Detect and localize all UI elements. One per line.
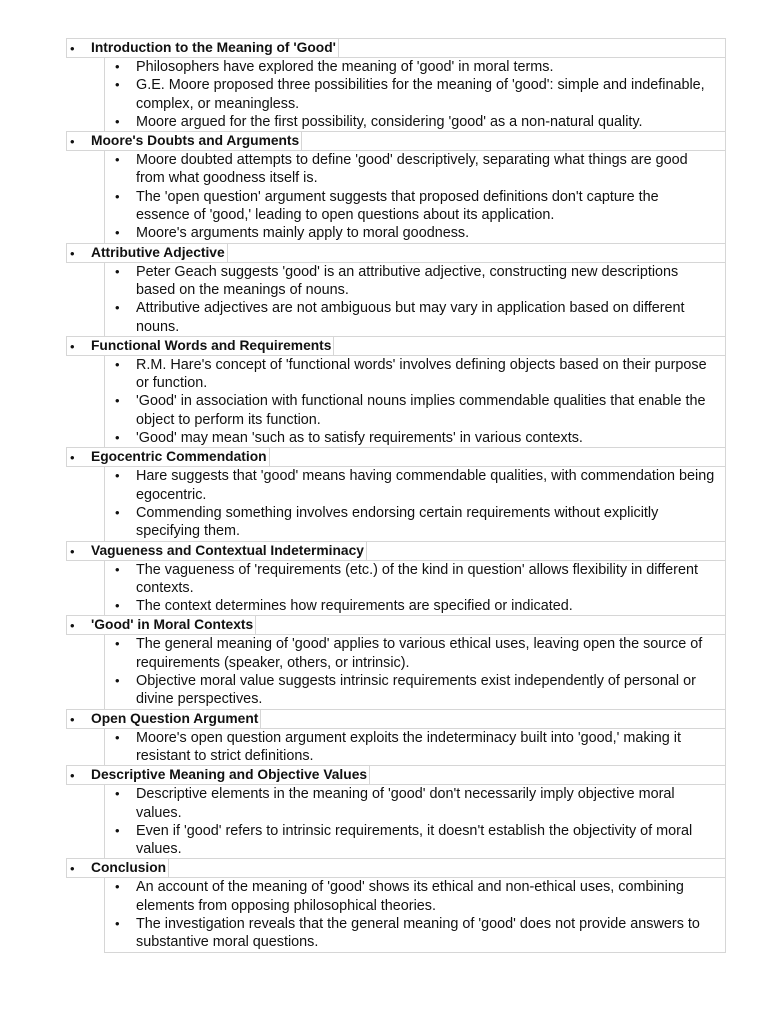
bullet-icon: • [115, 561, 120, 577]
bullet-icon: • [115, 636, 120, 652]
bullet-icon: • [70, 134, 75, 150]
list-item [105, 635, 725, 672]
point-text: Descriptive elements in the meaning of 'good' don't necessarily imply objective moral values. [136, 786, 675, 821]
point-text: The vagueness of 'requirements (etc.) of the kind in question' allows flexibility in different contexts. [136, 561, 698, 596]
outline-section [66, 765, 726, 859]
bullet-icon: • [70, 245, 75, 261]
bullet-icon: • [115, 430, 120, 446]
section-heading: Descriptive Meaning and Objective Values [91, 766, 370, 784]
point-text: The context determines how requirements are specified or indicated. [136, 598, 573, 615]
section-heading-row [66, 131, 726, 151]
section-heading-row [66, 243, 726, 263]
section-heading-row [66, 615, 726, 635]
bullet-icon: • [115, 188, 120, 204]
section-heading: Open Question Argument [91, 710, 261, 728]
point-text: Philosophers have explored the meaning of 'good' in moral terms. [136, 59, 554, 75]
list-item [105, 299, 725, 336]
section-points [104, 784, 726, 859]
outline-section [66, 858, 726, 952]
bullet-icon: • [115, 77, 120, 93]
bullet-icon: • [115, 729, 120, 745]
bullet-icon: • [70, 543, 75, 559]
list-item [105, 878, 725, 915]
section-points [104, 355, 726, 448]
outline-section [66, 336, 726, 448]
section-heading-row [66, 541, 726, 561]
bullet-icon: • [115, 152, 120, 168]
point-text: An account of the meaning of 'good' shows its ethical and non-ethical uses, combining elements from opposing philosophical theories. [136, 879, 684, 914]
section-points [104, 634, 726, 709]
bullet-icon: • [115, 879, 120, 895]
outline-section [66, 541, 726, 617]
point-text: Attributive adjectives are not ambiguous but may vary in application based on different nouns. [136, 300, 685, 335]
list-item [105, 429, 725, 447]
point-text: The general meaning of 'good' applies to various ethical uses, leaving open the source of requirements (speaker, others, or intrinsic). [136, 636, 703, 671]
section-heading-row [66, 336, 726, 356]
point-text: The investigation reveals that the general meaning of 'good' does not provide answers to substantive moral questions. [136, 915, 700, 951]
section-heading-row [66, 709, 726, 729]
section-heading: 'Good' in Moral Contexts [91, 616, 256, 634]
point-text: G.E. Moore proposed three possibilities for the meaning of 'good': simple and indefinable, complex, or meaningless. [136, 77, 705, 112]
list-item [105, 729, 725, 766]
section-points [104, 728, 726, 767]
list-item [105, 58, 725, 76]
outline-section [66, 709, 726, 767]
section-heading: Functional Words and Requirements [91, 337, 334, 355]
list-item [105, 76, 725, 113]
section-points [104, 57, 726, 132]
section-points [104, 150, 726, 243]
point-text: 'Good' in association with functional nouns implies commendable qualities that enable the object to perform its function. [136, 393, 706, 428]
bullet-icon: • [115, 263, 120, 279]
point-text: Moore's open question argument exploits the indeterminacy built into 'good,' making it resistant to strict definitions. [136, 729, 682, 764]
section-heading: Vagueness and Contextual Indeterminacy [91, 542, 367, 560]
list-item [105, 504, 725, 541]
bullet-icon: • [115, 786, 120, 802]
section-heading-row [66, 765, 726, 785]
list-item [105, 822, 725, 859]
section-heading: Attributive Adjective [91, 244, 228, 262]
point-text: Hare suggests that 'good' means having commendable qualities, with commendation being egocentric. [136, 468, 715, 503]
outline-section [66, 131, 726, 243]
bullet-icon: • [115, 113, 120, 129]
list-item [105, 467, 725, 504]
section-points [104, 262, 726, 337]
list-item [105, 672, 725, 709]
bullet-icon: • [115, 356, 120, 372]
point-text: Objective moral value suggests intrinsic requirements exist independently of personal or divine perspectives. [136, 673, 696, 708]
point-text: Moore doubted attempts to define 'good' descriptively, separating what things are good from what goodness itself is. [136, 152, 688, 187]
bullet-icon: • [115, 673, 120, 689]
section-heading: Egocentric Commendation [91, 448, 270, 466]
section-points [104, 466, 726, 541]
section-heading: Introduction to the Meaning of 'Good' [91, 39, 339, 57]
list-item [105, 113, 725, 131]
section-heading: Moore's Doubts and Arguments [91, 132, 302, 150]
outline-section [66, 447, 726, 541]
list-item [105, 561, 725, 598]
section-points [104, 560, 726, 617]
outline-section [66, 243, 726, 337]
bullet-icon: • [115, 504, 120, 520]
bullet-icon: • [70, 618, 75, 634]
bullet-icon: • [115, 393, 120, 409]
outline-section [66, 615, 726, 709]
bullet-icon: • [70, 450, 75, 466]
bullet-icon: • [70, 711, 75, 727]
list-item [105, 263, 725, 300]
list-item [105, 597, 725, 615]
bullet-icon: • [115, 598, 120, 614]
point-text: Peter Geach suggests 'good' is an attributive adjective, constructing new descriptions based on the meanings of nouns. [136, 263, 679, 298]
bullet-icon: • [70, 338, 75, 354]
outline-document [66, 39, 726, 953]
list-item [105, 785, 725, 822]
bullet-icon: • [70, 41, 75, 56]
section-heading-row [66, 38, 726, 58]
outline-section [66, 38, 726, 132]
bullet-icon: • [115, 915, 120, 931]
list-item [105, 392, 725, 429]
list-item [105, 356, 725, 393]
list-item [105, 151, 725, 188]
point-text: Even if 'good' refers to intrinsic requirements, it doesn't establish the objectivity of moral values. [136, 822, 693, 858]
bullet-icon: • [115, 225, 120, 241]
section-heading-row [66, 858, 726, 878]
list-item [105, 915, 725, 952]
section-points [104, 877, 726, 952]
section-heading: Conclusion [91, 859, 169, 877]
list-item [105, 188, 725, 225]
bullet-icon: • [70, 861, 75, 877]
point-text: 'Good' may mean 'such as to satisfy requirements' in various contexts. [136, 430, 583, 447]
section-heading-row [66, 447, 726, 467]
point-text: Moore's arguments mainly apply to moral goodness. [136, 225, 470, 242]
point-text: The 'open question' argument suggests that proposed definitions don't capture the essence of 'good,' leading to open questions about its application. [136, 188, 659, 224]
point-text: Commending something involves endorsing certain requirements without explicitly specifying them. [136, 504, 659, 540]
bullet-icon: • [115, 468, 120, 484]
bullet-icon: • [70, 768, 75, 784]
point-text: Moore argued for the first possibility, considering 'good' as a non-natural quality. [136, 113, 643, 130]
bullet-icon: • [115, 59, 120, 74]
point-text: R.M. Hare's concept of 'functional words' involves defining objects based on their purpose or function. [136, 356, 707, 392]
list-item [105, 224, 725, 242]
bullet-icon: • [115, 300, 120, 316]
bullet-icon: • [115, 822, 120, 838]
